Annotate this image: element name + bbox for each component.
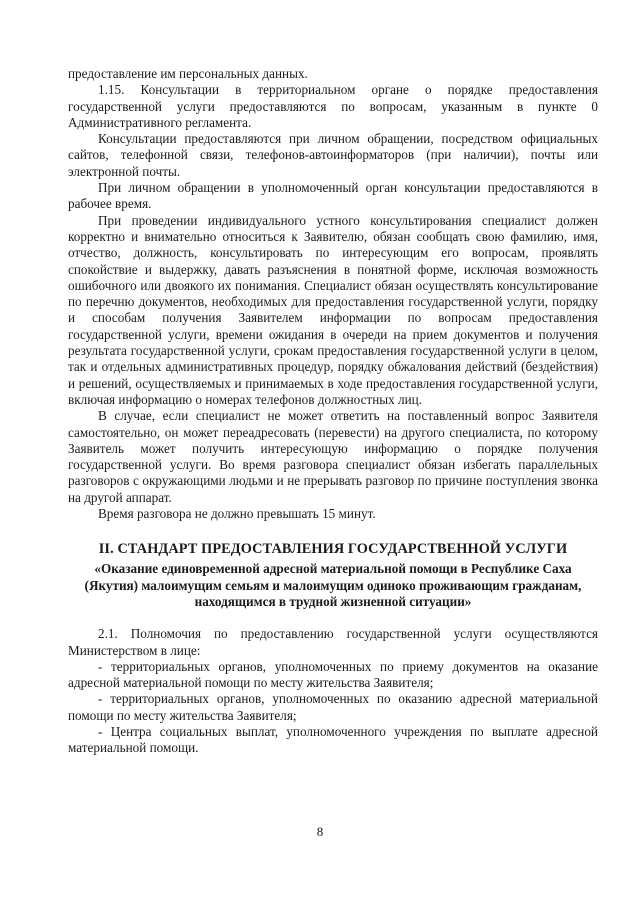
- paragraph-redirect: В случае, если специалист не может ответить на поставленный вопрос Заявителя самостоятельно, он может переадресовать (перевести) на другого специалиста, по которому Заявитель может получить интересующую информацию о порядке получения государственной услуги. Во время разговора специалист обязан избегать параллельных разговоров с окружающими людьми и не прерывать разговор по причине поступления звонка на другой аппарат.: [68, 408, 598, 505]
- section-subtitle: «Оказание единовременной адресной материальной помощи в Республике Саха (Якутия) малоимущим семьям и малоимущим одиноко проживающим гражданам, находящимся в трудной жизненной ситуации»: [84, 561, 582, 609]
- list-item: - Центра социальных выплат, уполномоченного учреждения по выплате адресной материальной помощи.: [68, 723, 598, 756]
- paragraph-personal-visit: При личном обращении в уполномоченный орган консультации предоставляются в рабочее время.: [68, 180, 598, 212]
- paragraph-1-15: 1.15. Консультации в территориальном органе о порядке предоставления государственной услуги предоставляются по вопросам, указанным в пункте 0 Административного регламента.: [68, 82, 598, 130]
- paragraph-individual-consultation: При проведении индивидуального устного консультирования специалист должен корректно и внимательно относиться к Заявителю, обязан сообщать свою фамилию, имя, отчество, должность, консультировать по интересующим его вопросам, проявлять спокойствие и выдержку, давать разъяснения в понятной форме, исключая возможность ошибочного или двоякого их понимания. Специалист обязан осуществлять консультирование по перечню документов, необходимых для предоставления государственной услуги, порядку и способам получения Заявителем информации по вопросам предоставления государственной услуги, времени ожидания в очереди на прием документов и получения результата государственной услуги, срокам предоставления государственной услуги в целом, так и отдельных административных процедур, порядку обжалования действий (бездействия) и решений, осуществляемых и принимаемых в ходе предоставления государственной услуги, включая информацию о номерах телефонов должностных лиц.: [68, 212, 598, 407]
- section-title: II. СТАНДАРТ ПРЕДОСТАВЛЕНИЯ ГОСУДАРСТВЕННОЙ УСЛУГИ: [98, 541, 568, 558]
- document-page: [68, 66, 598, 757]
- paragraph-continuation: предоставление им персональных данных.: [68, 66, 308, 81]
- paragraph-consultation-methods: Консультации предоставляются при личном обращении, посредством официальных сайтов, телефонной связи, телефонов-автоинформаторов (при наличии), почты или электронной почты.: [68, 131, 598, 179]
- page-number: 8: [316, 824, 324, 839]
- paragraph-call-duration: Время разговора не должно превышать 15 минут.: [98, 506, 376, 522]
- list-item: - территориальных органов, уполномоченных по оказанию адресной материальной помощи по месту жительства Заявителя;: [68, 691, 598, 723]
- paragraph-2-1: 2.1. Полномочия по предоставлению государственной услуги осуществляются Министерством в лице:: [68, 626, 598, 658]
- section-2-body: [68, 626, 598, 756]
- section-heading: [68, 540, 598, 610]
- list-item: - территориальных органов, уполномоченных по приему документов на оказание адресной материальной помощи по месту жительства Заявителя;: [68, 658, 598, 691]
